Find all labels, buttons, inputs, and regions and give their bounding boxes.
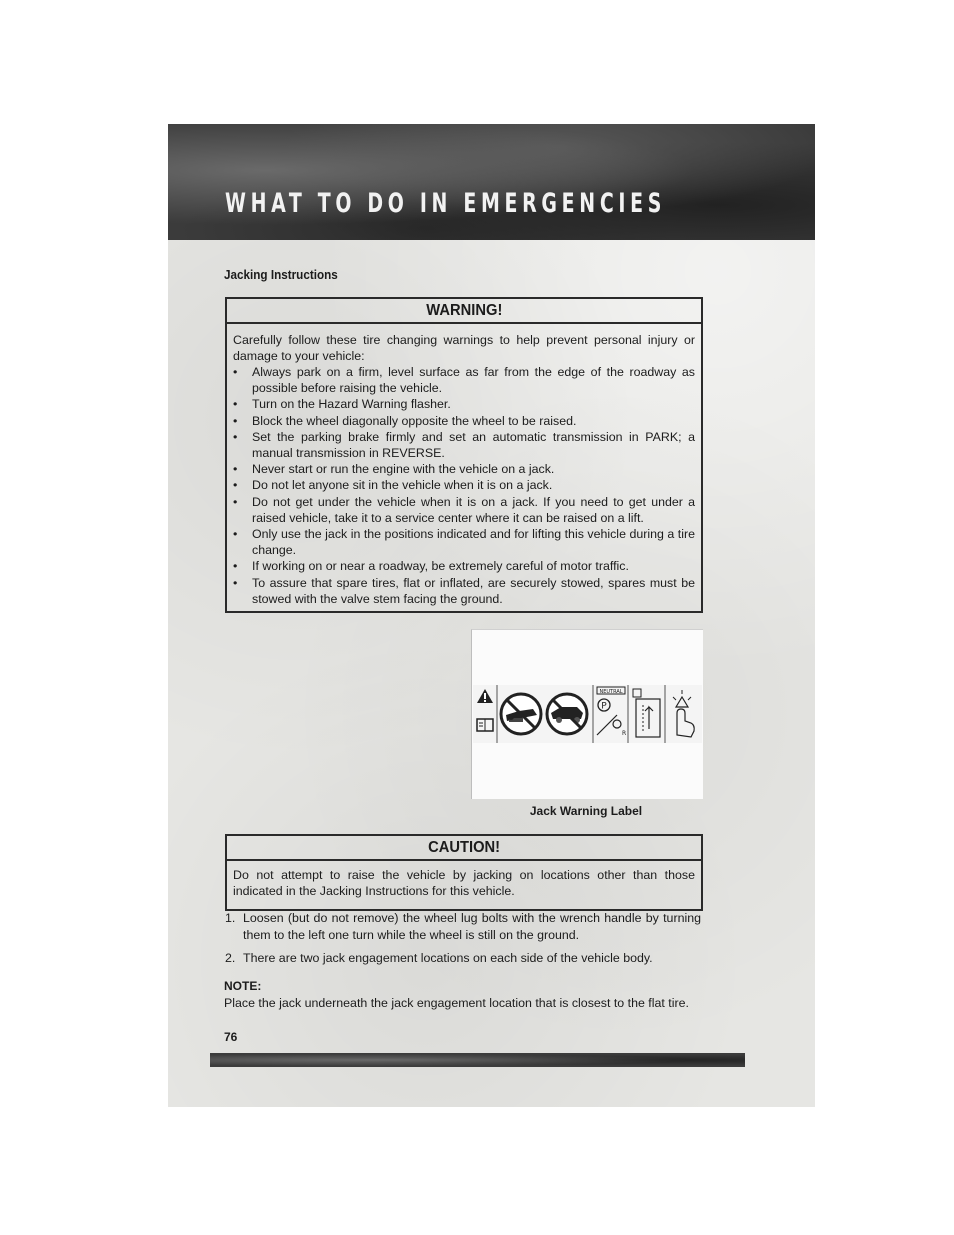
chapter-title: WHAT TO DO IN EMERGENCIES (225, 188, 667, 219)
step-number: 2. (225, 951, 236, 965)
warning-heading (227, 299, 701, 324)
footer-bar (210, 1053, 745, 1067)
warning-box (225, 297, 703, 613)
warning-triangle-icon (477, 689, 493, 703)
warning-bullet: • Only use the jack in the positions indicated and for lifting this vehicle during a tire change. (233, 526, 695, 558)
park-neutral-icon (597, 687, 626, 737)
jack-warning-label-graphic (473, 685, 702, 743)
caution-heading-text: CAUTION! (428, 839, 500, 856)
step-text: There are two jack engagement locations on each side of the vehicle body. (243, 951, 653, 965)
figure-caption: Jack Warning Label (529, 804, 643, 818)
neutral-tag-text: NEUTRAL (599, 689, 623, 695)
warning-list (233, 364, 695, 607)
hazard-button-icon (673, 690, 694, 737)
manual-book-icon (477, 719, 493, 731)
warning-bullet: • Always park on a firm, level surface as far from the edge of the roadway as possible before raising the vehicle. (233, 364, 695, 396)
procedure-steps (225, 910, 701, 973)
section-heading: Jacking Instructions (224, 267, 338, 282)
note-body: Place the jack underneath the jack engagement location that is closest to the flat tire. (224, 996, 689, 1010)
note-heading: NOTE: (224, 979, 262, 993)
no-person-under-vehicle-icon (501, 694, 541, 734)
warning-bullet: • Set the parking brake firmly and set an automatic transmission in PARK; a manual transmission in REVERSE. (233, 429, 695, 461)
caution-box (225, 834, 703, 911)
jack-warning-label (473, 685, 702, 743)
manual-page (168, 124, 815, 1107)
warning-bullet: • If working on or near a roadway, be extremely careful of motor traffic. (233, 558, 695, 574)
step-number: 1. (225, 911, 236, 925)
warning-bullet: • To assure that spare tires, flat or inflated, are securely stowed, spares must be stowed with the valve stem facing the ground. (233, 575, 695, 607)
jack-warning-label-figure (471, 629, 703, 799)
reverse-tag-text: R (622, 730, 627, 737)
warning-bullet: • Do not get under the vehicle when it is on a jack. If you need to get under a raised vehicle, take it to a service center where it can be raised on a lift. (233, 494, 695, 526)
park-tag-text: P (601, 701, 607, 712)
page-number: 76 (224, 1030, 238, 1044)
caution-body: Do not attempt to raise the vehicle by jacking on locations other than those indicated in the Jacking Instructions for this vehicle. (233, 868, 695, 899)
warning-bullet: • Turn on the Hazard Warning flasher. (233, 396, 695, 412)
procedure-step (225, 950, 701, 967)
jack-lift-icon (633, 689, 660, 737)
warning-heading-text: WARNING! (425, 302, 503, 319)
caution-heading (227, 836, 701, 861)
warning-bullet: • Do not let anyone sit in the vehicle when it is on a jack. (233, 477, 695, 493)
warning-intro: Carefully follow these tire changing warnings to help prevent personal injury or damage to your vehicle: (233, 333, 695, 364)
chapter-banner (168, 124, 815, 240)
no-crawling-under-vehicle-icon (547, 694, 587, 734)
warning-bullet: • Block the wheel diagonally opposite the wheel to be raised. (233, 413, 695, 429)
warning-bullet: • Never start or run the engine with the vehicle on a jack. (233, 461, 695, 477)
procedure-step (225, 910, 701, 944)
step-text: Loosen (but do not remove) the wheel lug bolts with the wrench handle by turning them to the left one turn while the wheel is still on the ground. (243, 911, 701, 942)
